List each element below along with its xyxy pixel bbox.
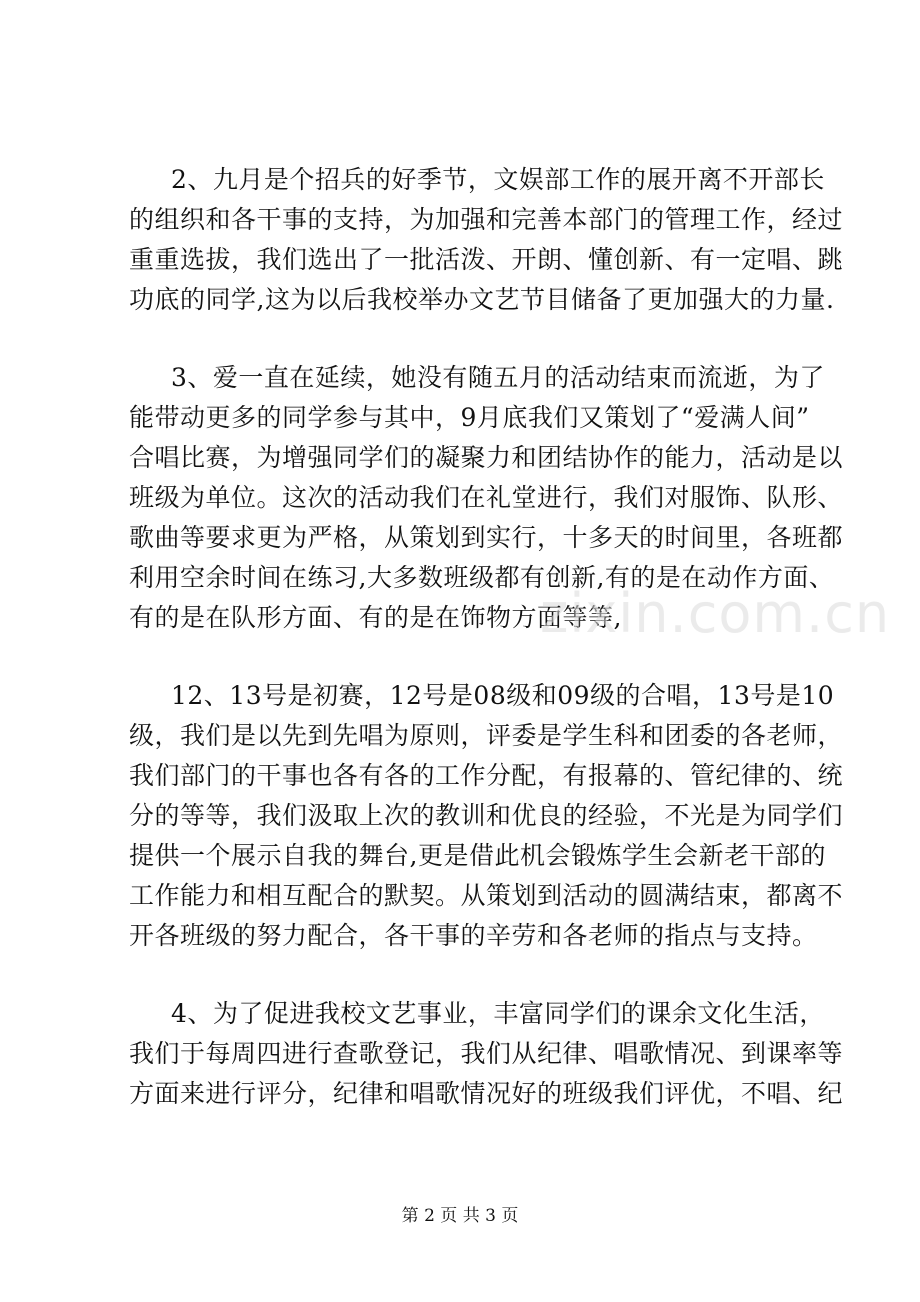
text-line: 提供一个展示自我的舞台,更是借此机会锻炼学生会新老干部的: [129, 841, 826, 870]
page-number-footer: 第 2 页 共 3 页: [401, 1206, 519, 1226]
text-line: 歌曲等要求更为严格，从策划到实行，十多天的时间里，各班都: [129, 523, 844, 552]
text-line: 级，我们是以先到先唱为原则，评委是学生科和团委的各老师，: [129, 721, 844, 750]
text-line: 班级为单位。这次的活动我们在礼堂进行，我们对服饰、队形、: [129, 483, 844, 512]
text-line: 的组织和各干事的支持，为加强和完善本部门的管理工作，经过: [129, 205, 844, 234]
text-line: 功底的同学,这为以后我校举办文艺节目储备了更加强大的力量.: [129, 285, 835, 314]
text-line: 我们于每周四进行查歌登记，我们从纪律、唱歌情况、到课率等: [129, 1039, 844, 1068]
text-line: 有的是在队形方面、有的是在饰物方面等等,: [129, 603, 622, 632]
text-line: 4、为了促进我校文艺事业，丰富同学们的课余文化生活，: [171, 999, 825, 1028]
text-line: 重重选拔，我们选出了一批活泼、开朗、懂创新、有一定唱、跳: [129, 245, 844, 274]
text-line: 3、爱一直在延续，她没有随五月的活动结束而流逝，为了: [171, 363, 825, 392]
text-line: 利用空余时间在练习,大多数班级都有创新,有的是在动作方面、: [129, 563, 835, 592]
text-line: 我们部门的干事也各有各的工作分配，有报幕的、管纪律的、统: [129, 761, 844, 790]
text-line: 工作能力和相互配合的默契。从策划到活动的圆满结束，都离不: [129, 881, 844, 910]
text-line: 12、13号是初赛，12号是08级和09级的合唱，13号是10: [171, 681, 835, 710]
text-line: 开各班级的努力配合，各干事的辛劳和各老师的指点与支持。: [129, 921, 818, 950]
text-line: 2、九月是个招兵的好季节，文娱部工作的展开离不开部长: [171, 165, 825, 194]
text-line: 分的等等，我们汲取上次的教训和优良的经验，不光是为同学们: [129, 801, 844, 830]
watermark: zixin.com.cn: [540, 582, 891, 645]
text-line: 方面来进行评分，纪律和唱歌情况好的班级我们评优，不唱、纪: [129, 1079, 844, 1108]
text-line: 合唱比赛，为增强同学们的凝聚力和团结协作的能力，活动是以: [129, 443, 844, 472]
text-line: 能带动更多的同学参与其中，9月底我们又策划了“爱满人间”: [129, 403, 810, 432]
